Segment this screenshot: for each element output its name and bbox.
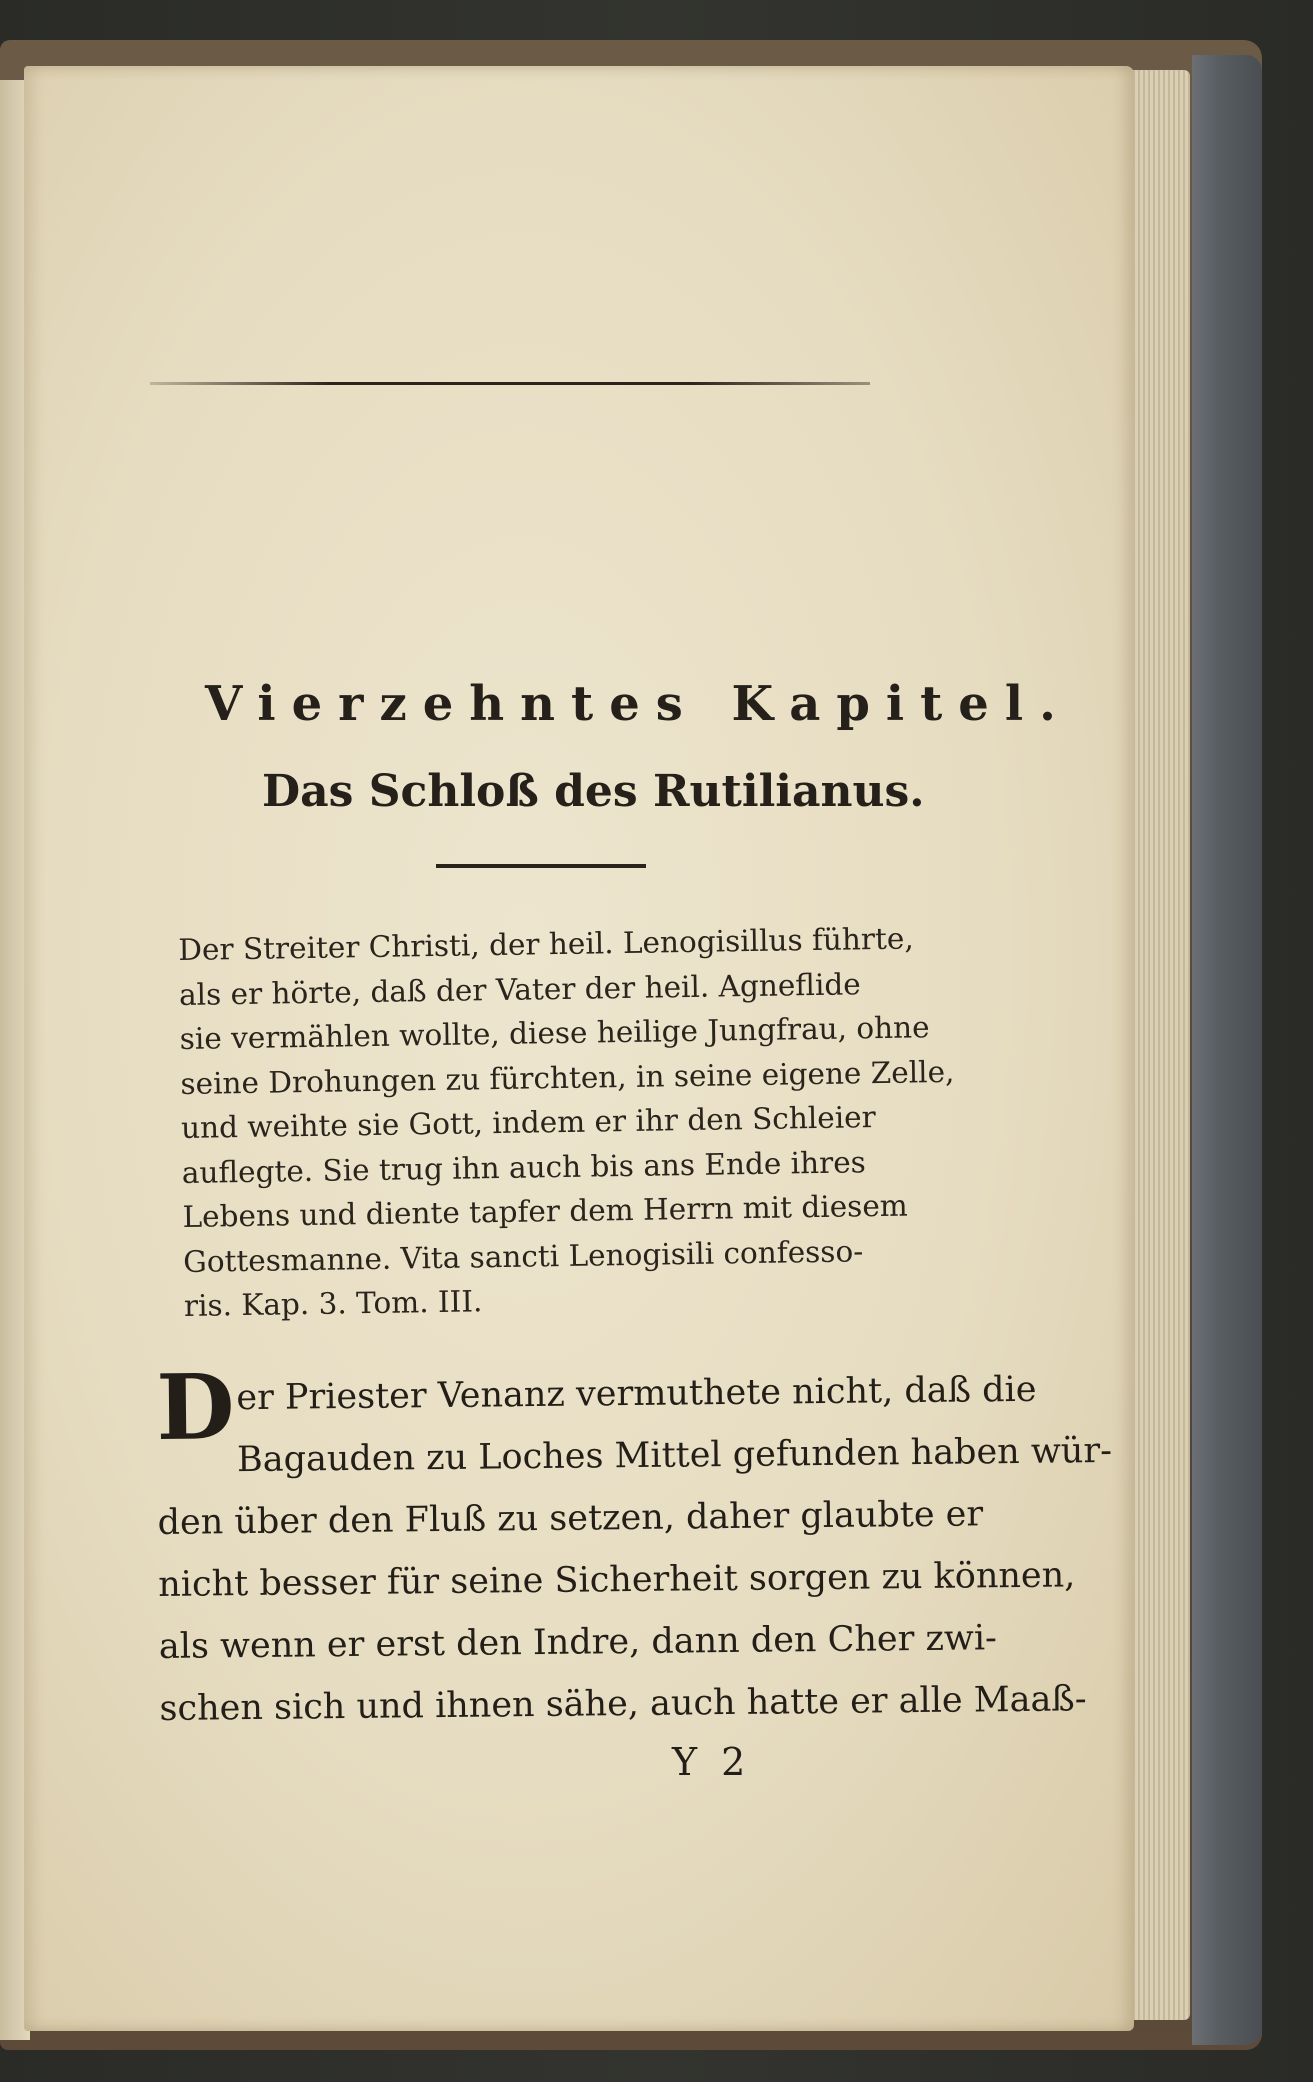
epigraph-line: und weihte sie Gott, indem er ihr den Schleier — [180, 1100, 876, 1145]
section-divider — [436, 864, 646, 868]
epigraph-line: auflegte. Sie trug ihn auch bis ans Ende ihres — [181, 1144, 867, 1190]
body-line: als wenn er erst den Indre, dann den Cher zwi- — [158, 1618, 998, 1667]
body-first-line-text: er Priester Venanz vermuthete nicht, daß die — [236, 1369, 1037, 1419]
epigraph — [178, 916, 955, 1328]
epigraph-line: seine Drohungen zu fürchten, in seine eigene Zelle, — [180, 1054, 955, 1101]
body-line: nicht besser für seine Sicherheit sorgen zu können, — [158, 1555, 1076, 1605]
top-rule — [150, 382, 870, 385]
epigraph-line: sie vermählen wollte, diese heilige Jungfrau, ohne — [179, 1010, 930, 1056]
body-text — [155, 1354, 1113, 1740]
drop-cap: D — [155, 1354, 236, 1461]
epigraph-line: Der Streiter Christi, der heil. Lenogisillus führte, — [178, 921, 914, 967]
epigraph-line: Gottesmanne. Vita sancti Lenogisili confesso- — [182, 1233, 864, 1279]
cover-edge — [1192, 55, 1262, 2045]
body-line: schen sich und ihnen sähe, auch hatte er alle Maaß- — [159, 1679, 1087, 1729]
chapter-subtitle: Das Schloß des Rutilianus. — [262, 766, 925, 817]
epigraph-line: als er hörte, daß der Vater der heil. Agneflide — [178, 966, 861, 1012]
chapter-heading: Vierzehntes Kapitel. — [205, 676, 1072, 732]
signature-mark: Y 2 — [672, 1740, 752, 1784]
body-line: den über den Fluß zu setzen, daher glaubte er — [157, 1494, 984, 1543]
epigraph-line: Lebens und diente tapfer dem Herrn mit diesem — [182, 1188, 908, 1234]
epigraph-line: ris. Kap. 3. Tom. III. — [183, 1284, 483, 1323]
body-line: Bagauden zu Loches Mittel gefunden haben wür- — [236, 1430, 1113, 1481]
